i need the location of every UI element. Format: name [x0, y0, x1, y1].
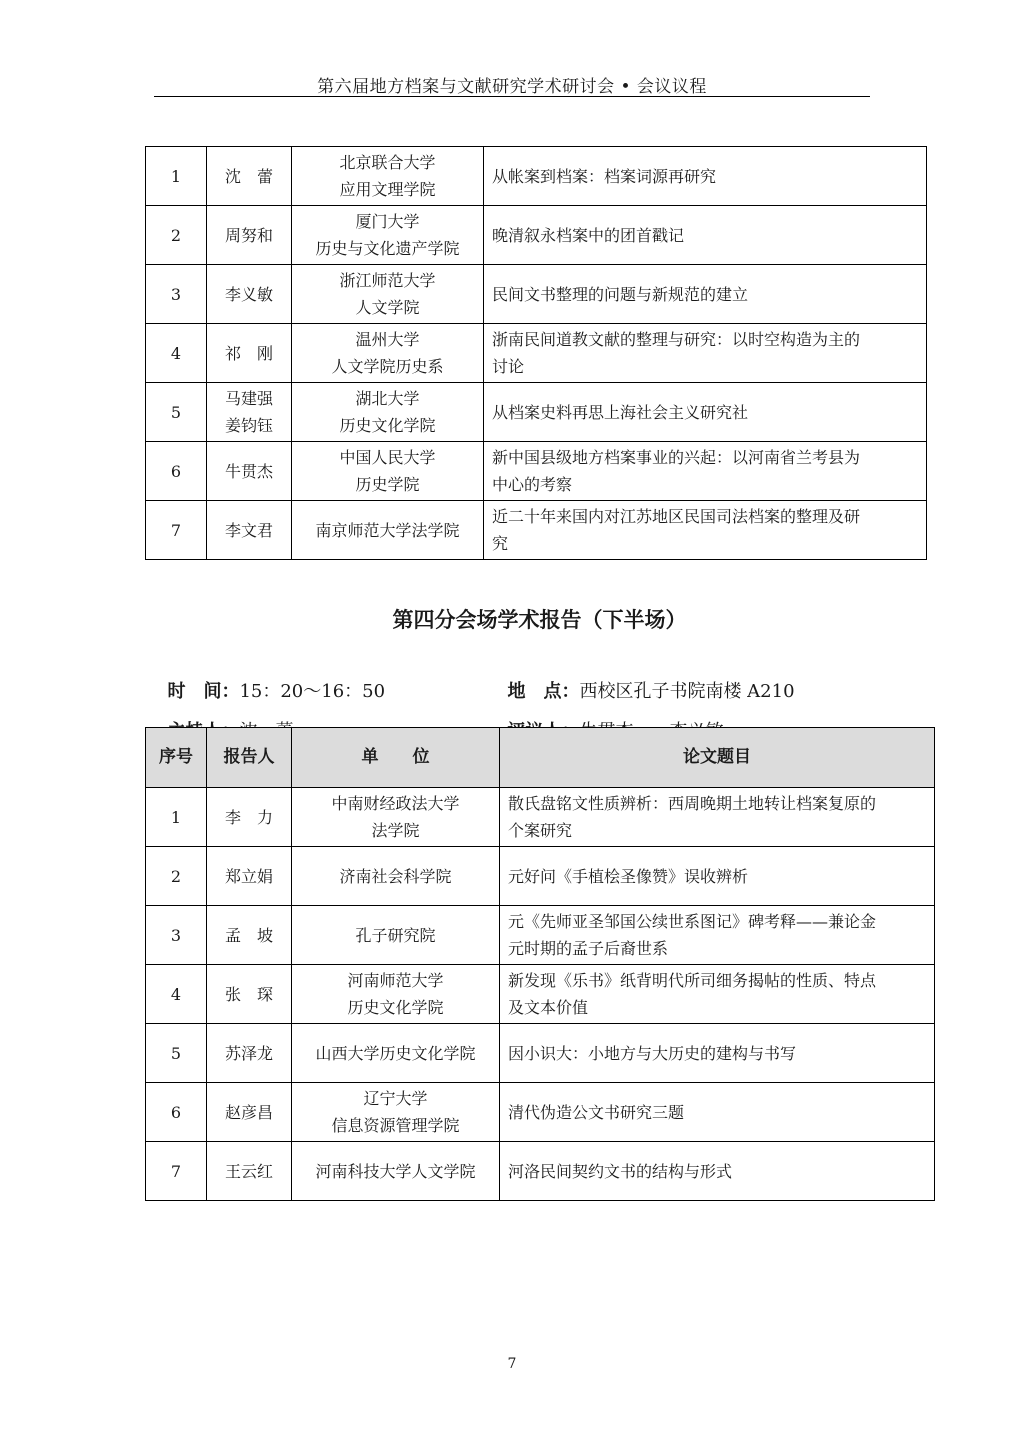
table-row [146, 906, 935, 965]
table-row [146, 847, 935, 906]
unit-cell [292, 442, 484, 501]
paper-title-cell-line: 新中国县级地方档案事业的兴起：以河南省兰考县为 [492, 448, 861, 467]
table-row [146, 383, 927, 442]
time-value: 15：20～16：50 [239, 681, 386, 702]
table-row [146, 1024, 935, 1083]
unit-cell-line: 中国人民大学 [339, 448, 436, 467]
speaker-cell-line: 周努和 [224, 225, 273, 245]
unit-cell-line: 人文学院 [355, 298, 420, 317]
row-number: 3 [146, 265, 207, 324]
unit-cell [292, 1142, 500, 1201]
paper-title-cell [500, 788, 935, 847]
unit-cell [292, 906, 500, 965]
unit-cell-line: 法学院 [371, 821, 420, 840]
place-value: 西校区孔子书院南楼 A210 [579, 681, 795, 702]
paper-title-cell [500, 965, 935, 1024]
paper-title-cell-line: 元好问《手植桧圣像赞》误收辨析 [508, 866, 749, 886]
unit-cell [292, 847, 500, 906]
row-number: 2 [146, 206, 207, 265]
upper-schedule-table [145, 146, 927, 560]
paper-title-cell-line: 因小识大：小地方与大历史的建构与书写 [508, 1043, 797, 1063]
speaker-cell-line: 王云红 [224, 1161, 273, 1181]
unit-cell-line: 河南科技大学人文学院 [315, 1161, 476, 1181]
paper-title-cell-line: 讨论 [492, 357, 525, 376]
speaker-cell-line: 郑立娟 [224, 866, 273, 886]
paper-title-cell-line: 民间文书整理的问题与新规范的建立 [492, 284, 749, 304]
speaker-cell-line: 李义敏 [224, 284, 273, 304]
unit-cell-line: 中南财经政法大学 [331, 794, 460, 813]
speaker-cell [207, 788, 292, 847]
table-row [146, 265, 927, 324]
speaker-cell-line: 李 力 [224, 807, 273, 827]
paper-title-cell-line: 清代伪造公文书研究三题 [508, 1102, 685, 1122]
paper-title-cell-line: 晚清叙永档案中的团首戳记 [492, 225, 685, 245]
paper-title-cell-line: 河洛民间契约文书的结构与形式 [508, 1161, 733, 1181]
header-unit: 单 位 [292, 728, 500, 788]
paper-title-cell [500, 847, 935, 906]
table-header-row [146, 728, 935, 788]
unit-cell-line: 南京师范大学法学院 [315, 520, 460, 540]
unit-cell-line: 历史文化学院 [339, 416, 436, 435]
paper-title-cell [500, 906, 935, 965]
speaker-cell [207, 965, 292, 1024]
unit-cell-line: 济南社会科学院 [339, 866, 452, 886]
unit-cell [292, 324, 484, 383]
unit-cell-line: 历史文化学院 [347, 998, 444, 1017]
paper-title-cell-line: 近二十年来国内对江苏地区民国司法档案的整理及研 [492, 507, 861, 526]
paper-title-cell [484, 442, 927, 501]
header-rule [154, 96, 870, 97]
unit-cell-line: 历史学院 [355, 475, 420, 494]
speaker-cell [207, 906, 292, 965]
table-row [146, 442, 927, 501]
speaker-cell-line: 祁 刚 [224, 343, 273, 363]
speaker-cell [207, 1083, 292, 1142]
row-number: 7 [146, 1142, 207, 1201]
paper-title-cell [500, 1083, 935, 1142]
unit-cell-line: 信息资源管理学院 [331, 1116, 460, 1135]
paper-title-cell-line: 及文本价值 [508, 998, 589, 1017]
table-row [146, 1142, 935, 1201]
table-row [146, 788, 935, 847]
unit-cell [292, 147, 484, 206]
row-number: 5 [146, 383, 207, 442]
paper-title-cell [484, 206, 927, 265]
speaker-cell-line: 沈 蕾 [224, 166, 273, 186]
row-number: 6 [146, 442, 207, 501]
speaker-cell [207, 1142, 292, 1201]
table-row [146, 501, 927, 560]
row-number: 1 [146, 147, 207, 206]
speaker-cell-line: 孟 坡 [224, 925, 273, 945]
row-number: 7 [146, 501, 207, 560]
header-no: 序号 [146, 728, 207, 788]
speaker-cell-line: 牛贯杰 [224, 461, 273, 481]
speaker-cell-line: 赵彦昌 [224, 1102, 273, 1122]
unit-cell [292, 788, 500, 847]
unit-cell-line: 湖北大学 [355, 389, 420, 408]
session-title: 第四分会场学术报告（下半场） [392, 608, 687, 632]
speaker-cell [207, 206, 292, 265]
unit-cell-line: 孔子研究院 [355, 925, 436, 945]
paper-title-cell-line: 新发现《乐书》纸背明代所司细务揭帖的性质、特点 [508, 971, 877, 990]
unit-cell-line: 人文学院历史系 [331, 357, 444, 376]
paper-title-cell-line: 个案研究 [508, 821, 573, 840]
unit-cell-line: 北京联合大学 [339, 153, 436, 172]
header-speaker: 报告人 [207, 728, 292, 788]
row-number: 5 [146, 1024, 207, 1083]
unit-cell-line: 河南师范大学 [347, 971, 444, 990]
speaker-cell-line: 姜钧钰 [224, 416, 273, 435]
unit-cell [292, 265, 484, 324]
table-row [146, 965, 935, 1024]
paper-title-cell-line: 元时期的孟子后裔世系 [508, 939, 669, 958]
paper-title-cell [484, 265, 927, 324]
speaker-cell [207, 442, 292, 501]
speaker-cell-line: 李文君 [224, 520, 273, 540]
speaker-cell-line: 马建强 [224, 389, 273, 408]
unit-cell [292, 206, 484, 265]
table-row [146, 1083, 935, 1142]
paper-title-cell [484, 324, 927, 383]
paper-title-cell-line: 中心的考察 [492, 475, 573, 494]
paper-title-cell-line: 究 [492, 534, 509, 553]
table-row [146, 147, 927, 206]
table-row [146, 324, 927, 383]
row-number: 2 [146, 847, 207, 906]
paper-title-cell-line: 浙南民间道教文献的整理与研究：以时空构造为主的 [492, 330, 861, 349]
row-number: 4 [146, 965, 207, 1024]
header-title: 论文题目 [500, 728, 935, 788]
paper-title-cell [484, 147, 927, 206]
row-number: 4 [146, 324, 207, 383]
speaker-cell-line: 张 琛 [224, 984, 273, 1004]
page-number: 7 [507, 1356, 517, 1372]
time-label: 时 间： [167, 681, 240, 702]
unit-cell-line: 历史与文化遗产学院 [315, 239, 460, 258]
paper-title-cell-line: 从档案史料再思上海社会主义研究社 [492, 402, 749, 422]
paper-title-cell [500, 1142, 935, 1201]
unit-cell-line: 山西大学历史文化学院 [315, 1043, 476, 1063]
speaker-cell [207, 324, 292, 383]
speaker-cell-line: 苏泽龙 [224, 1043, 273, 1063]
running-header: 第六届地方档案与文献研究学术研讨会 • 会议议程 [317, 77, 707, 97]
row-number: 1 [146, 788, 207, 847]
row-number: 3 [146, 906, 207, 965]
speaker-cell [207, 147, 292, 206]
speaker-cell [207, 1024, 292, 1083]
speaker-cell [207, 847, 292, 906]
paper-title-cell [484, 501, 927, 560]
row-number: 6 [146, 1083, 207, 1142]
unit-cell [292, 1024, 500, 1083]
paper-title-cell [500, 1024, 935, 1083]
unit-cell-line: 应用文理学院 [339, 180, 436, 199]
unit-cell [292, 965, 500, 1024]
speaker-cell [207, 383, 292, 442]
unit-cell-line: 温州大学 [355, 330, 420, 349]
speaker-cell [207, 501, 292, 560]
paper-title-cell-line: 元《先师亚圣邹国公续世系图记》碑考释——兼论金 [508, 912, 877, 931]
speaker-cell [207, 265, 292, 324]
unit-cell [292, 1083, 500, 1142]
paper-title-cell-line: 从帐案到档案：档案词源再研究 [492, 166, 717, 186]
unit-cell-line: 浙江师范大学 [339, 271, 436, 290]
lower-schedule-table [145, 727, 935, 1201]
paper-title-cell [484, 383, 927, 442]
table-row [146, 206, 927, 265]
unit-cell-line: 辽宁大学 [363, 1089, 428, 1108]
unit-cell-line: 厦门大学 [355, 212, 420, 231]
paper-title-cell-line: 散氏盘铭文性质辨析：西周晚期土地转让档案复原的 [508, 794, 877, 813]
unit-cell [292, 501, 484, 560]
unit-cell [292, 383, 484, 442]
place-label: 地 点： [507, 681, 580, 702]
